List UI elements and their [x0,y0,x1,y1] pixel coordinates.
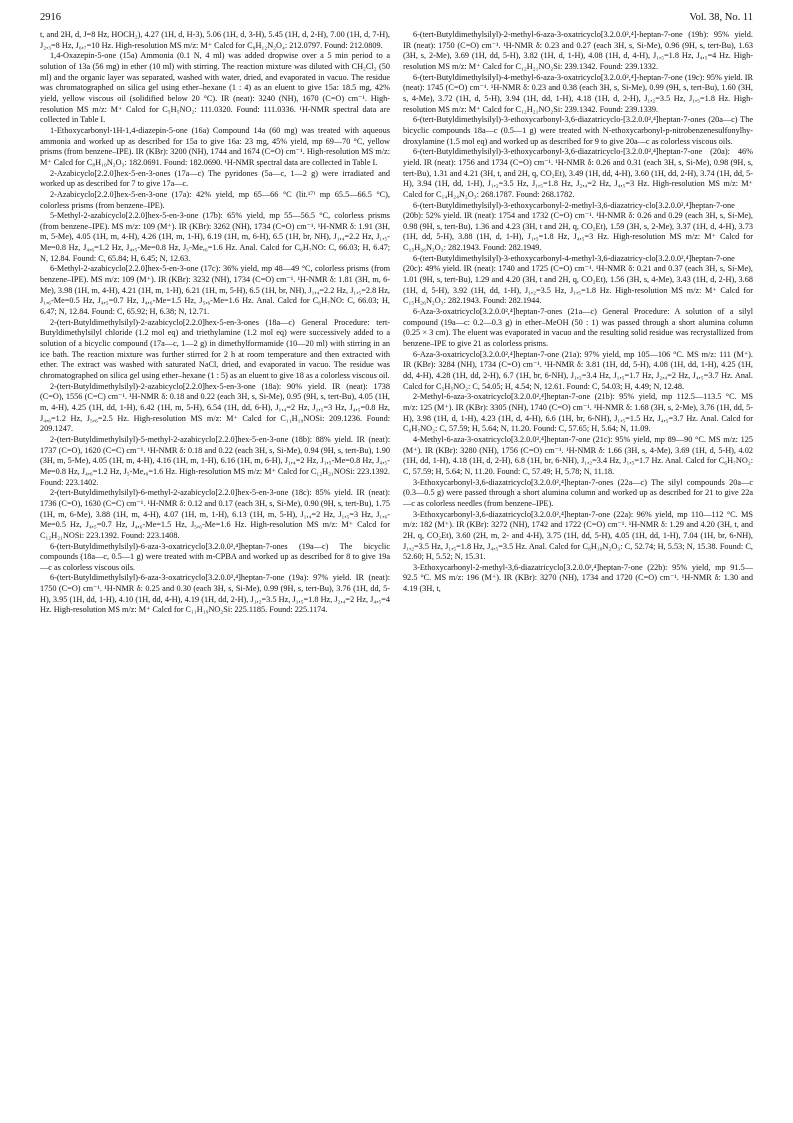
paragraph: 6-(tert-Butyldimethylsilyl)-3-ethoxycarbonyl-3,6-diazatricyclo-[3.2.0.0²,⁴]heptan-7-one (20a): 46% yield. IR (neat): 1756 and 1734 (C=O) cm⁻¹. ¹H-NMR δ: 0.26 and 0.31 (each 3H, s, Si-Me), 0.98 (9H, s, tert-Bu), 1.31 and 4.21 (3H, t, and 2H, q, CO₂Et), 3.49 (1H, dd, 4-H), 3.60 (1H, dd, 2-H), 3.74 (1H, dd, 5-H), 3.94 (1H, dd, 1-H), J₁,₂=3.5 Hz, J₁,₅=1.8 Hz, J₂,₄=2 Hz, J₄,₅=3 Hz. High-resolution MS m/z: M⁺ Calcd for C₁₄H₂₄N₂O₃: 268.1787. Found: 268.1782. [403,147,753,199]
paragraph: 3-Ethoxycarbonyl-3,6-diazatricyclo[3.2.0.0²,⁴]heptan-7-one (22a): 96% yield, mp 110—112 °C. MS m/z: 182 (M⁺). IR (KBr): 3272 (NH), 1742 and 1722 (C=O) cm⁻¹. ¹H-NMR δ: 1.29 and 4.20 (3H, t, and 2H, q, CO₂Et), 3.60 (2H, m, 2- and 4-H), 3.75 (1H, dd, 5-H), 4.05 (1H, dd, 1-H), 7.04 (1H, br, 6-NH), J₁,₂=3.5 Hz, J₁,₅=1.8 Hz, J₄,₅=3.5 Hz. Anal. Calcd for C₈H₁₀N₂O₃: C, 52.74; H, 5.53; N, 15.38. Found: C, 52.60; H, 5.52; N, 15.31. [403,509,753,562]
paragraph: t, and 2H, d, J=8 Hz, HOCH₂), 4.27 (1H, d, H-3), 5.06 (1H, d, 3-H), 5.45 (1H, d, 2-H), 7.00 (1H, d, 7-H), J₂,₃=8 Hz, J₆,₇=10 Hz. High-resolution MS m/z: M⁺ Calcd for C₉H₁₂N₂O₄: 212.0797. Found: 212.0809. [40,30,390,50]
paragraph: 6-(tert-Butyldimethylsilyl)-3-ethoxycarbonyl-4-methyl-3,6-diazatricy-clo[3.2.0.0²,⁴]heptan-7-one (20c): 49% yield. IR (neat): 1740 and 1725 (C=O) cm⁻¹. ¹H-NMR δ: 0.21 and 0.37 (each 3H, s, Si-Me), 1.01 (9H, s, tert-Bu), 1.29 and 4.20 (3H, t and 2H, q, CO₂Et), 1.56 (3H, s, 4-Me), 3.43 (1H, d, 2-H), 3.68 (1H, d, 5-H), 3.92 (1H, dd, 1-H), J₁,₂=3.5 Hz, J₁,₅=1.8 Hz. High-resolution MS m/z: M⁺ Calcd for C₁₅H₂₆N₂O₃: 282.1943. Found: 282.1944. [403,253,753,306]
paragraph: 6-(tert-Butyldimethylsilyl)-6-aza-3-oxatricyclo[3.2.0.0²,⁴]heptan-7-one (19a): 97% yield. IR (neat): 1750 (C=O) cm⁻¹. ¹H-NMR δ: 0.25 and 0.30 (each 3H, s, Si-Me), 0.99 (9H, s, tert-Bu), 3.76 (1H, dd, 5-H), 3.95 (1H, dd, 1-H), 4.10 (1H, dd, 4-H), 4.19 (1H, dd, 2-H), J₁,₂=3.5 Hz, J₁,₅=1.8 Hz, J₂,₄=2 Hz, J₄,₅=4 Hz. High-resolution MS m/z: M⁺ Calcd for C₁₁H₁₉NO₂Si: 225.1185. Found: 225.1174. [40,573,390,615]
paragraph: 5-Methyl-2-azabicyclo[2.2.0]hex-5-en-3-one (17b): 65% yield, mp 55—56.5 °C, colorless prisms (from benzene–IPE). MS m/z: 109 (M⁺). IR (KBr): 3262 (NH), 1734 (C=O) cm⁻¹. ¹H-NMR δ: 1.91 (3H, m, 5-Me), 4.05 (1H, m, 4-H), 4.26 (1H, m, 1-H), 6.19 (1H, m, 6-H), 6.5 (1H, br, NH), J₁,₄=2.2 Hz, J₁,₅-Me=0.8 Hz, J₄,₆=1.2 Hz, J₄,₅-Me=0.8 Hz, J₅-Me,₆=1.6 Hz. Anal. Calcd for C₆H₇NO: C, 66.03; H, 6.47; N, 12.84. Found: C, 65.84; H, 6.45; N, 12.63. [40,211,390,263]
volume-label: Vol. 38, No. 11 [689,12,753,23]
paragraph: 6-(tert-Butyldimethylsilyl)-6-aza-3-oxatricyclo[3.2.0.0²,⁴]heptan-7-ones (19a—c) The bicyclic compounds (18a—c, 0.5—1 g) were treated with m-CPBA and worked up as described for 8 to give 19a—c as colorless viscous oils. [40,541,390,572]
paragraph: 6-(tert-Butyldimethylsilyl)-4-methyl-6-aza-3-oxatricyclo[3.2.0.0²,⁴]-heptan-7-one (19c): 95% yield. IR (neat): 1745 (C=O) cm⁻¹. ¹H-NMR δ: 0.23 and 0.38 (each 3H, s, Si-Me), 0.99 (9H, s, tert-Bu), 1.60 (3H, s, 4-Me), 3.72 (1H, d, 5-H), 3.94 (1H, dd, 1-H), 4.18 (1H, d, 2-H), J₁,₂=3.5 Hz, J₁,₅=1.8 Hz. High-resolution MS m/z: M⁺ Calcd for C₁₂H₂₁NO₂Si: 239.1342. Found: 239.1339. [403,72,753,114]
paragraph: 1,4-Oxazepin-5-one (15a) Ammonia (0.1 N, 4 ml) was added dropwise over a 5 min period to a solution of 13a (56 mg) in ether (10 ml) with stirring. The reaction mixture was diluted with CH₂Cl₂ (50 ml) and the organic layer was separated, washed with water, dried, and evaporated in vacuo. The residue was chromatographed on silica gel using ether–hexane (1 : 4) as an eluent to give 15a: 18.5 mg, 42% yield, yellow viscous oil (solidified below 20 °C). IR (neat): 3240 (NH), 1670 (C=O) cm⁻¹. High-resolution MS m/z: M⁺ Calcd for C₅H₅NO₂: 111.0320. Found: 111.0336. ¹H-NMR spectral data are collected in Table I. [40,51,390,125]
paragraph: 6-Aza-3-oxatricyclo[3.2.0.0²,⁴]heptan-7-ones (21a—c) General Procedure: A solution of a silyl compound (19a—c: 0.2—0.3 g) in ether–MeOH (50 : 1) was passed through a short alumina column (0.25 × 3 cm). The eluent was evaporated in vacuo and the resulting solid residue was recrystallized from benzene–IPE to give 21 as colorless prisms. [403,307,753,349]
paragraph: 2-(tert-Butyldimethylsilyl)-5-methyl-2-azabicyclo[2.2.0]hex-5-en-3-one (18b): 88% yield. IR (neat): 1737 (C=O), 1620 (C=C) cm⁻¹. ¹H-NMR δ: 0.18 and 0.22 (each 3H, s, Si-Me), 0.94 (9H, s, tert-Bu), 1.90 (3H, m, 5-Me), 4.05 (1H, m, 4-H), 4.16 (1H, m, 1-H), 6.16 (1H, m, 6-H), J₁,₄=2 Hz, J₁,₅-Me=0.8 Hz, J₄,₅-Me=0.8 Hz, J₄,₆=1.2 Hz, J₅-Me,₆=1.6 Hz. High-resolution MS m/z: M⁺ Calcd for C₁₂H₂₁NOSi: 223.1392. Found: 223.1402. [40,434,390,487]
paragraph: 2-Methyl-6-aza-3-oxatricyclo[3.2.0.0²,⁴]heptan-7-one (21b): 95% yield, mp 112.5—113.5 °C. MS m/z: 125 (M⁺). IR (KBr): 3305 (NH), 1740 (C=O) cm⁻¹. ¹H-NMR δ: 1.68 (3H, s, 2-Me), 3.76 (1H, dd, 5-H), 3.98 (1H, d, 1-H), 4.23 (1H, d, 4-H), 6.6 (1H, br, 6-NH), J₁,₅=1.5 Hz, J₄,₅=3.7 Hz. Anal. Calcd for C₆H₇NO₂: C, 57.59; H, 5.64; N, 11.20. Found: C, 57.65; H, 5.64; N, 11.09. [403,392,753,434]
page-header [40,12,753,28]
paragraph: 2-(tert-Butyldimethylsilyl)-2-azabicyclo[2.2.0]hex-5-en-3-ones (18a—c) General Procedure: tert-Butyldimethylsilyl chloride (1.2 mol eq) and triethylamine (1.2 mol eq) were successively added to a solution of a bicyclic compound (17a—c, 1—2 g) in dimethylformamide (10—20 ml) with stirring in an ice bath. The reaction mixture was further stirred for 2 h at room temperature and then extracted with ether. The extract was washed with saturated NaCl, dried, and evaporated in vacuo. The residue was chromatographed on silica gel using ether–hexane (1 : 5) as an eluent to give 18 as a colorless viscous oil. [40,317,390,380]
paragraph: 2-(tert-Butyldimethylsilyl)-2-azabicyclo[2.2.0]hex-5-en-3-one (18a): 90% yield. IR (neat): 1738 (C=O), 1556 (C=C) cm⁻¹. ¹H-NMR δ: 0.18 and 0.22 (each 3H, s, Si-Me), 0.95 (9H, s, tert-Bu), 4.05 (1H, m, 4-H), 4.25 (1H, dd, 1-H), 6.42 (1H, m, 5-H), 6.54 (1H, dd, 6-H), J₁,₄=2 Hz, J₁,₅=3 Hz, J₄,₅=0.8 Hz, J₄,₆=1.2 Hz, J₅,₆=2.5 Hz. High-resolution MS m/z: M⁺ Calcd for C₁₁H₁₉NOSi: 209.1236. Found: 209.1247. [40,381,390,434]
paragraph: 1-Ethoxycarbonyl-1H-1,4-diazepin-5-one (16a) Compound 14a (60 mg) was treated with aqueous ammonia and worked up as described for 15a to give 16a: 23 mg, 45% yield, mp 69—70 °C, yellow prisms (from benzene–IPE). IR (KBr): 3200 (NH), 1744 and 1674 (C=O) cm⁻¹. High-resolution MS m/z: M⁺ Calcd for C₈H₁₀N₂O₃: 182.0691. Found: 182.0690. ¹H-NMR spectral data are collected in Table I. [40,125,390,167]
paragraph: 2-(tert-Butyldimethylsilyl)-6-methyl-2-azabicyclo[2.2.0]hex-5-en-3-one (18c): 85% yield. IR (neat): 1736 (C=O), 1630 (C=C) cm⁻¹. ¹H-NMR δ: 0.12 and 0.17 (each 3H, s, Si-Me), 0.90 (9H, s, tert-Bu), 1.75 (1H, m, 6-Me), 3.88 (1H, m, 4-H), 4.07 (1H, m, 1-H), 6.13 (1H, m, 5-H), J₁,₄=2 Hz, J₁,₅=3 Hz, J₁,₆-Me=0.5 Hz, J₄,₅=0.7 Hz, J₄,₆-Me=1.5 Hz, J₅,₆-Me=1.6 Hz. High-resolution MS m/z: M⁺ Calcd for C₁₂H₂₁NOSi: 223.1392. Found: 223.1408. [40,488,390,540]
paragraph: 6-(tert-Butyldimethylsilyl)-3-ethoxycarbonyl-2-methyl-3,6-diazatricy-clo[3.2.0.0²,⁴]heptan-7-one (20b): 52% yield. IR (neat): 1754 and 1732 (C=O) cm⁻¹. ¹H-NMR δ: 0.26 and 0.29 (each 3H, s, Si-Me), 0.98 (9H, s, tert-Bu), 1.36 and 4.23 (3H, t and 2H, q, CO₂Et), 1.59 (3H, s, 2-Me), 3.37 (1H, d, 4-H), 3.73 (1H, dd, 5-H), 3.88 (1H, d, 1-H), J₁,₅=1.8 Hz, J₄,₅=3 Hz. High-resolution MS m/z: M⁺ Calcd for C₁₅H₂₆N₂O₃: 282.1943. Found: 282.1949. [403,200,753,253]
right-column [403,30,753,595]
paragraph: 3-Ethoxycarbonyl-2-methyl-3,6-diazatricyclo[3.2.0.0²,⁴]heptan-7-one (22b): 95% yield, mp 91.5—92.5 °C. MS m/z: 196 (M⁺). IR (KBr): 3270 (NH), 1734 and 1720 (C=O) cm⁻¹. ¹H-NMR δ: 1.30 and 4.19 (3H, t, [403,562,753,594]
paragraph: 6-Aza-3-oxatricyclo[3.2.0.0²,⁴]heptan-7-one (21a): 97% yield, mp 105—106 °C. MS m/z: 111 (M⁺). IR (KBr): 3284 (NH), 1734 (C=O) cm⁻¹. ¹H-NMR δ: 3.81 (1H, dd, 5-H), 4.08 (1H, dd, 1-H), 4.25 (1H, dd, 4-H), 4.28 (1H, dd, 2-H), 6.7 (1H, br, 6-NH), J₁,₂=3.4 Hz, J₁,₅=1.7 Hz, J₂,₄=2 Hz, J₄,₅=3.7 Hz. Anal. Calcd for C₅H₅NO₂: C, 54.05; H, 4.54; N, 12.61. Found: C, 54.03; H, 4.49; N, 12.48. [403,349,753,391]
paragraph: 3-Ethoxycarbonyl-3,6-diazatricyclo[3.2.0.0²,⁴]heptan-7-ones (22a—c) The silyl compounds 20a—c (0.3—0.5 g) were passed through a short alumina column and worked up as described for 21 to give 22a—c as colorless needles (from benzene–IPE). [403,477,753,508]
paragraph: 2-Azabicyclo[2.2.0]hex-5-en-3-one (17a): 42% yield, mp 65—66 °C (lit.¹⁷⁾ mp 65.5—66.5 °C), colorless prisms (from benzene–IPE). [40,189,390,210]
left-column [40,30,390,616]
page-number: 2916 [40,12,61,23]
paragraph: 2-Azabicyclo[2.2.0]hex-5-en-3-ones (17a—c) The pyridones (5a—c, 1—2 g) were irradiated and worked up as described for 7 to give 17a—c. [40,168,390,189]
paragraph: 6-Methyl-2-azabicyclo[2.2.0]hex-5-en-3-one (17c): 36% yield, mp 48—49 °C, colorless prisms (from benzene–IPE). MS m/z: 109 (M⁺). IR (KBr): 3232 (NH), 1734 (C=O) cm⁻¹. ¹H-NMR δ: 1.81 (3H, m, 6-Me), 3.98 (1H, m, 4-H), 4.21 (1H, m, 1-H), 6.21 (1H, m, 5-H), 6.5 (1H, br, NH), J₁,₄=2.2 Hz, J₁,₅=2.8 Hz, J₁,₆-Me=0.5 Hz, J₄,₅=0.7 Hz, J₄,₆-Me=1.5 Hz, J₅,₆-Me=1.6 Hz. Anal. Calcd for C₆H₇NO: C, 66.03; H, 6.47; N, 12.84. Found: C, 65.92; H, 6.38; N, 12.71. [40,264,390,317]
paragraph: 4-Methyl-6-aza-3-oxatricyclo[3.2.0.0²,⁴]heptan-7-one (21c): 95% yield, mp 89—90 °C. MS m/z: 125 (M⁺). IR (KBr): 3280 (NH), 1756 (C=O) cm⁻¹. ¹H-NMR δ: 1.66 (3H, s, 4-Me), 3.69 (1H, d, 5-H), 4.02 (1H, dd, 1-H), 4.18 (1H, d, 2-H), 6.8 (1H, br, 6-NH), J₁,₂=3.4 Hz, J₁,₅=1.7 Hz. Anal. Calcd for C₆H₇NO₂: C, 57.59; H, 5.64; N, 11.20. Found: C, 57.49; H, 5.78; N, 11.18. [403,434,753,476]
paragraph: 6-(tert-Butyldimethylsilyl)-3-ethoxycarbonyl-3,6-diazatricyclo-[3.2.0.0²,⁴]heptan-7-ones (20a—c) The bicyclic compounds 18a—c (0.5—1 g) were treated with N-ethoxycarbonyl-p-nitrobenzenesulfonylhy-droxylamine (1.5 mol eq) and worked up as described for 9 to give 20a—c as colorless viscous oils. [403,115,753,146]
paragraph: 6-(tert-Butyldimethylsilyl)-2-methyl-6-aza-3-oxatricyclo[3.2.0.0²,⁴]-heptan-7-one (19b): 95% yield. IR (neat): 1750 (C=O) cm⁻¹. ¹H-NMR δ: 0.23 and 0.27 (each 3H, s, Si-Me), 0.96 (9H, s, tert-Bu), 1.63 (3H, s, 2-Me), 3.69 (1H, dd, 5-H), 3.82 (1H, d, 1-H), 4.08 (1H, d, 4-H), J₁,₅=1.8 Hz, J₄,₅=4 Hz. High-resolution MS m/z: M⁺ Calcd for C₁₂H₂₁NO₂Si: 239.1342. Found: 239.1332. [403,30,753,71]
